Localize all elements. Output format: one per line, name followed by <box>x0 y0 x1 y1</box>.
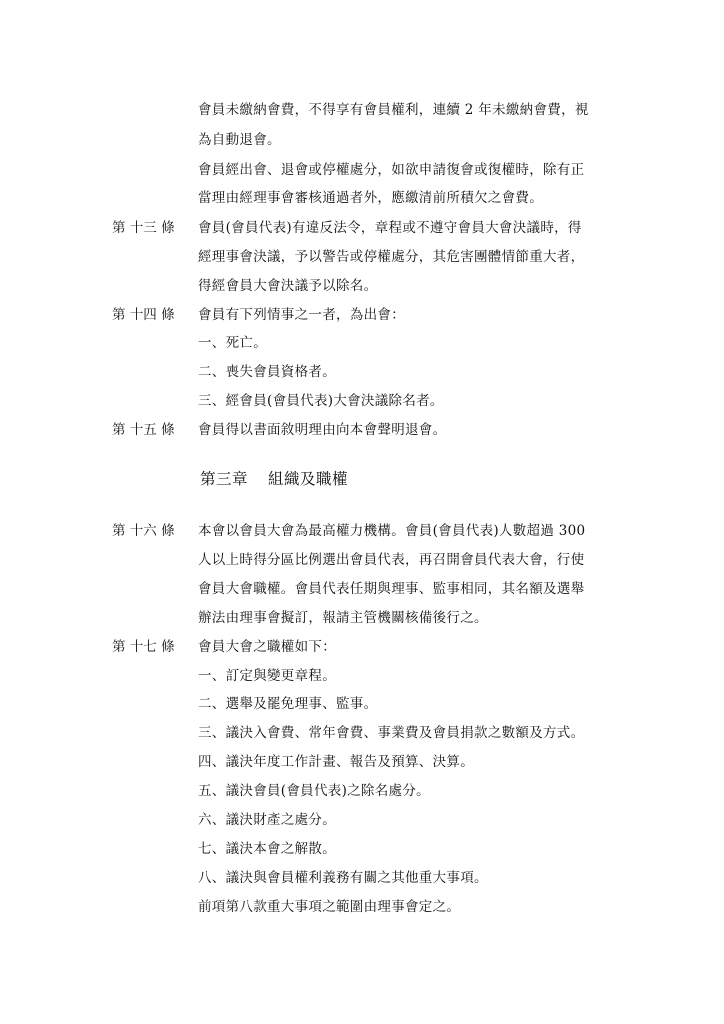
chapter-title: 組織及職權 <box>268 470 349 488</box>
paragraph-line: 辦法由理事會擬訂，報請主管機關核備後行之。 <box>198 610 488 626</box>
article-16-label: 第 十六 條 <box>112 523 175 539</box>
list-item: 三、議決入會費、常年會費、事業費及會員捐款之數額及方式。 <box>198 725 585 741</box>
paragraph-line: 經理事會決議，予以警告或停權處分，其危害團體情節重大者， <box>198 249 585 265</box>
list-item: 二、喪失會員資格者。 <box>198 364 336 380</box>
list-item: 六、議決財產之處分。 <box>198 812 336 828</box>
paragraph-line: 本會以會員大會為最高權力機構。會員(會員代表)人數超過 300 <box>198 523 586 539</box>
paragraph-line: 會員得以書面敘明理由向本會聲明退會。 <box>198 422 447 438</box>
chapter-number: 第三章 <box>200 470 249 488</box>
paragraph-line: 會員大會職權。會員代表任期與理事、監事相同，其名額及選舉 <box>198 581 585 597</box>
paragraph-line: 會員大會之職權如下： <box>198 639 336 655</box>
list-item: 五、議決會員(會員代表)之除名處分。 <box>198 783 430 799</box>
list-item: 一、訂定與變更章程。 <box>198 668 336 684</box>
article-17-label: 第 十七 條 <box>112 639 175 655</box>
article-13-label: 第 十三 條 <box>112 220 175 236</box>
list-item: 四、議決年度工作計畫、報告及預算、決算。 <box>198 754 474 770</box>
chapter-heading <box>200 467 348 489</box>
paragraph-line: 會員經出會、退會或停權處分，如欲申請復會或復權時，除有正 <box>198 162 585 178</box>
list-item: 七、議決本會之解散。 <box>198 841 336 857</box>
paragraph-line: 為自動退會。 <box>198 132 281 148</box>
list-item: 二、選舉及罷免理事、監事。 <box>198 696 378 712</box>
paragraph-line: 人以上時得分區比例選出會員代表，再召開會員代表大會，行使 <box>198 552 585 568</box>
list-item: 八、議決與會員權利義務有關之其他重大事項。 <box>198 870 488 886</box>
paragraph-line: 得經會員大會決議予以除名。 <box>198 278 378 294</box>
list-item: 三、經會員(會員代表)大會決議除名者。 <box>198 393 444 409</box>
list-item: 一、死亡。 <box>198 335 267 351</box>
paragraph-line: 當理由經理事會審核通過者外，應繳清前所積欠之會費。 <box>198 190 543 206</box>
paragraph-line: 會員有下列情事之一者，為出會： <box>198 307 405 323</box>
paragraph-line: 前項第八款重大事項之範圍由理事會定之。 <box>198 899 461 915</box>
paragraph-line: 會員未繳納會費，不得享有會員權利，連續 2 年未繳納會費，視 <box>198 102 589 118</box>
paragraph-line: 會員(會員代表)有違反法令，章程或不遵守會員大會決議時，得 <box>198 220 582 236</box>
article-15-label: 第 十五 條 <box>112 422 175 438</box>
article-14-label: 第 十四 條 <box>112 307 175 323</box>
